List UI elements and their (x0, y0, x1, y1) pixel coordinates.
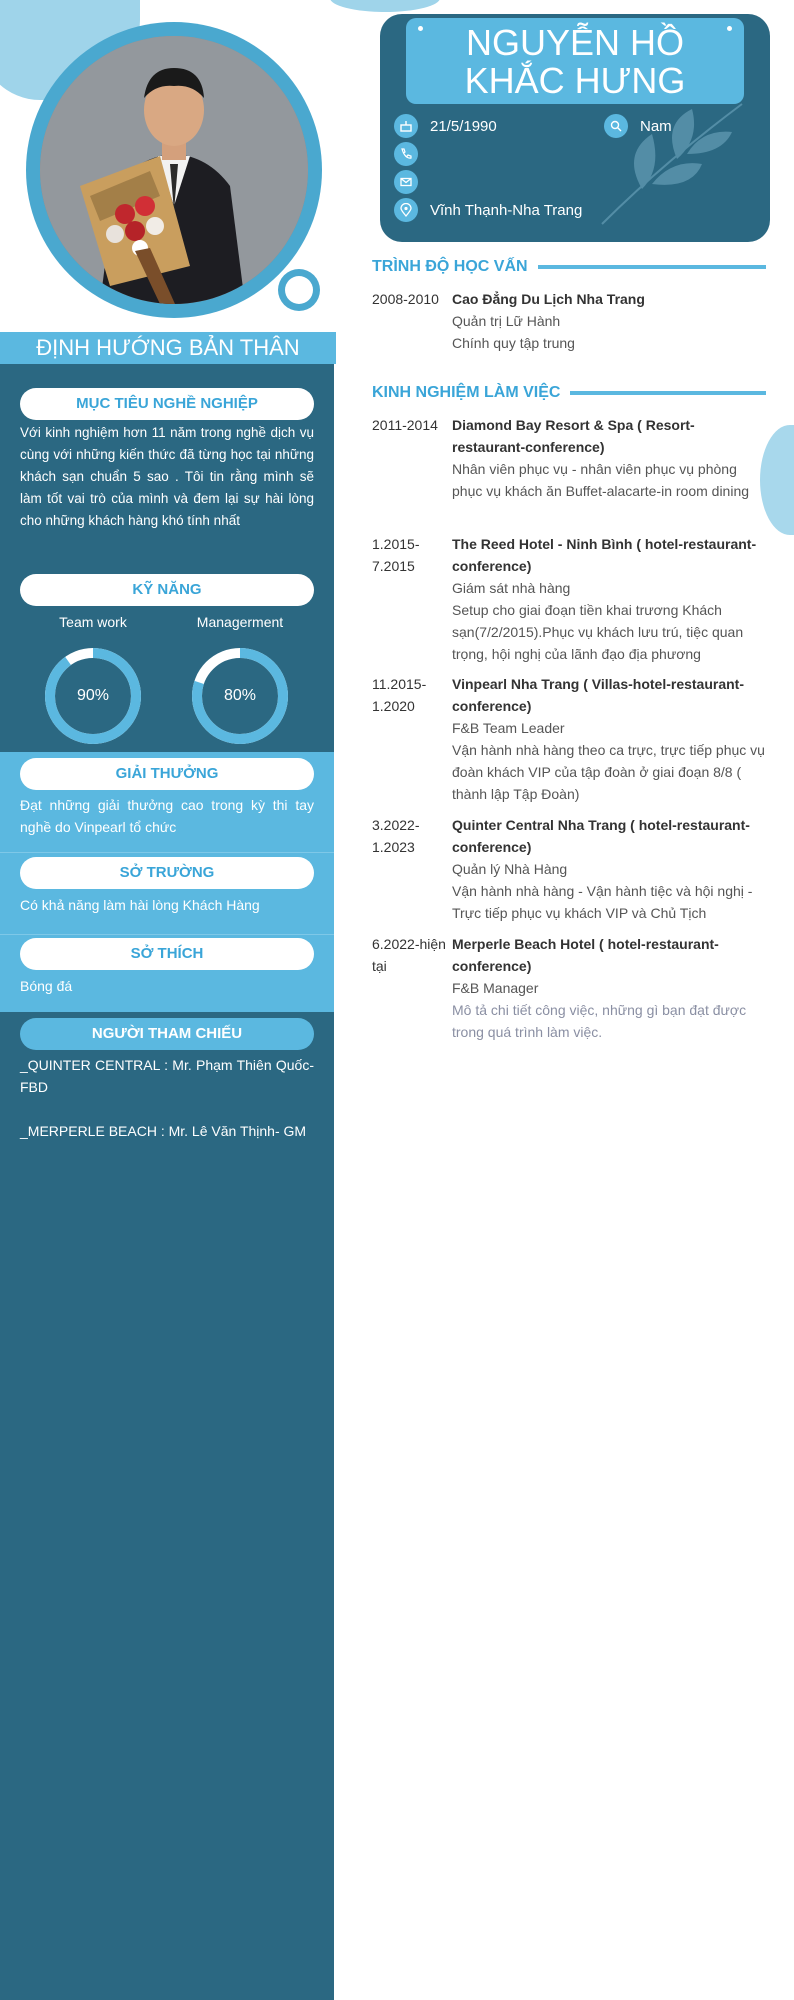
entry-desc: Chính quy tập trung (452, 335, 575, 351)
divider (538, 265, 766, 269)
orientation-title: ĐỊNH HƯỚNG BẢN THÂN (0, 332, 336, 364)
location-icon (394, 198, 418, 222)
entry-role: Quản trị Lữ Hành (452, 313, 561, 329)
skill-donut-teamwork (43, 646, 143, 746)
name-line-2: KHẮC HƯNG (464, 60, 686, 101)
entry-role: F&B Manager (452, 980, 539, 996)
entry-role: Quản lý Nhà Hàng (452, 861, 568, 877)
career-goal-title: MỤC TIÊU NGHỀ NGHIỆP (20, 388, 314, 420)
skills-title: KỸ NĂNG (20, 574, 314, 606)
entry-date: 1.2015-7.2015 (372, 536, 420, 574)
education-heading (372, 258, 766, 276)
phone-icon (394, 142, 418, 166)
gender-text: Nam (640, 117, 672, 135)
career-goal-text: Với kinh nghiệm hơn 11 năm trong nghề dịch vụ cùng với những kiến thức đã từng học tại những khách sạn chuẩn 5 sao . Tôi tin rằng mình sẽ làm tốt vai trò của mình và đem lại sự hài lòng cho những khách hàng khó tính nhất (20, 425, 314, 528)
education-title: TRÌNH ĐỘ HỌC VẤN (372, 258, 528, 275)
experience-heading (372, 384, 766, 402)
person-illustration (40, 36, 308, 304)
decorative-dot (278, 269, 320, 311)
reference-item: _MERPERLE BEACH : Mr. Lê Văn Thịnh- GM (20, 1123, 307, 1139)
phone-row (394, 142, 430, 166)
entry-desc: Nhân viên phục vụ - nhân viên phục vụ phòng phục vụ khách ăn Buffet-alacarte-in room dining (452, 461, 750, 499)
entry-role: F&B Team Leader (452, 720, 565, 736)
entry-org: The Reed Hotel - Ninh Bình ( hotel-restaurant-conference) (452, 536, 757, 574)
entry-date: 11.2015-1.2020 (372, 676, 427, 714)
profile-photo-frame (26, 22, 322, 318)
references-title: NGƯỜI THAM CHIẾU (20, 1018, 314, 1050)
skill-label-teamwork: Team work (59, 614, 127, 630)
gender-icon (604, 114, 628, 138)
education-entry (372, 288, 766, 358)
entry-date: 3.2022-1.2023 (372, 817, 420, 855)
entry-org: Vinpearl Nha Trang ( Villas-hotel-restaurant-conference) (452, 676, 744, 714)
experience-title: KINH NGHIỆM LÀM VIỆC (372, 384, 561, 401)
entry-desc: Vận hành nhà hàng theo ca trực, trực tiếp phục vụ đoàn khách VIP của tập đoàn ở giai đoạn 8/8 ( thành lập Tập Đoàn) (452, 742, 765, 802)
dob-row (394, 114, 497, 138)
entry-date: 6.2022-hiện tại (372, 936, 446, 974)
decorative-dot (418, 26, 423, 31)
hobbies-title: SỞ THÍCH (20, 938, 314, 970)
hobbies-text: Bóng đá (20, 978, 73, 994)
address-text: Vĩnh Thạnh-Nha Trang (430, 201, 583, 219)
strengths-title: SỞ TRƯỜNG (20, 857, 314, 889)
decorative-blob (330, 0, 440, 12)
entry-org: Cao Đẳng Du Lịch Nha Trang (452, 291, 645, 307)
entry-org: Diamond Bay Resort & Spa ( Resort-restaurant-conference) (452, 417, 695, 455)
header-card (380, 14, 770, 242)
entry-desc: Mô tả chi tiết công việc, những gì bạn đạt được trong quá trình làm việc. (452, 1002, 747, 1040)
entry-date: 2008-2010 (372, 291, 439, 307)
divider (570, 391, 766, 395)
skill-donut-management (190, 646, 290, 746)
mail-icon (394, 170, 418, 194)
name-line-1: NGUYỄN HỒ (465, 22, 685, 63)
skill-percent-management: 80% (223, 687, 257, 704)
dob-text: 21/5/1990 (430, 117, 497, 135)
entry-role: Giám sát nhà hàng (452, 580, 571, 596)
strengths-text: Có khả năng làm hài lòng Khách Hàng (20, 897, 260, 913)
profile-photo (40, 36, 308, 304)
entry-desc: Setup cho giai đoạn tiền khai trương Khách sạn(7/2/2015).Phục vụ khách lưu trú, tiệc quan trọng, hội nghị của lãnh đạo địa phương (452, 602, 744, 662)
entry-org: Merperle Beach Hotel ( hotel-restaurant-conference) (452, 936, 719, 974)
name-banner (406, 18, 744, 104)
email-row (394, 170, 430, 194)
decorative-dot (727, 26, 732, 31)
entry-org: Quinter Central Nha Trang ( hotel-restaurant-conference) (452, 817, 750, 855)
skill-percent-teamwork: 90% (76, 687, 110, 704)
skill-label-management: Managerment (196, 614, 284, 630)
entry-desc: Vận hành nhà hàng - Vận hành tiệc và hội nghị - Trực tiếp phục vụ khách VIP và Chủ Tịch (452, 883, 753, 921)
awards-text: Đạt những giải thưởng cao trong kỳ thi tay nghề do Vinpearl tổ chức (20, 797, 314, 835)
gender-row (604, 114, 672, 138)
address-row (394, 198, 582, 222)
awards-title: GIẢI THƯỞNG (20, 758, 314, 790)
entry-date: 2011-2014 (372, 417, 438, 433)
cake-icon (394, 114, 418, 138)
reference-item: _QUINTER CENTRAL : Mr. Phạm Thiên Quốc- FBD (20, 1057, 314, 1095)
